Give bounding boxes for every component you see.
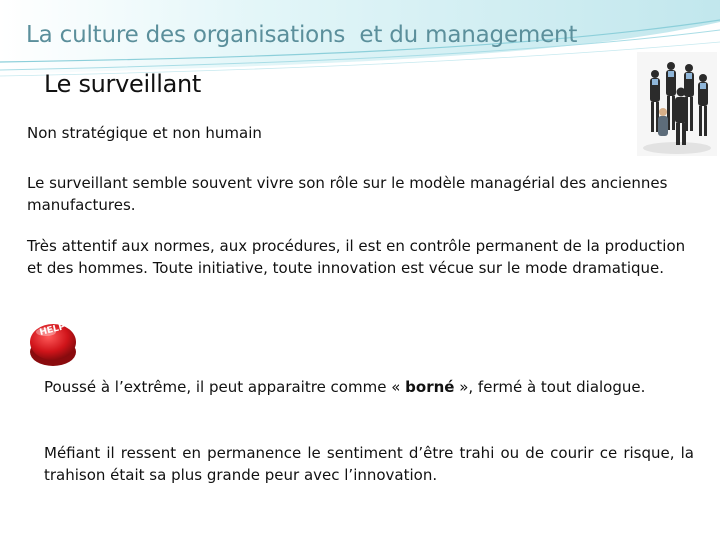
slide-subtitle: Le surveillant <box>44 70 202 98</box>
paragraph-2: Très attentif aux normes, aux procédures, il est en contrôle permanent de la production et des hommes. Toute initiative, toute innovation est vécue sur le mode dramatique. <box>27 237 686 277</box>
paragraph-1: Le surveillant semble souvent vivre son rôle sur le modèle managérial des anciennes manufactures. <box>27 174 668 214</box>
help-label: HELP <box>38 322 67 339</box>
paragraph-3-emphasis: borné <box>405 378 455 396</box>
business-people-circle-photo <box>637 52 717 156</box>
paragraph-4: Méfiant il ressent en permanence le sentiment d’être trahi ou de courir ce risque, la trahison était sa plus grande peur avec l’innovation. <box>44 444 694 484</box>
tagline: Non stratégique et non humain <box>27 124 262 142</box>
paragraph-3-before: Poussé à l’extrême, il peut apparaitre comme « <box>44 378 406 396</box>
paragraph-3-after: », fermé à tout dialogue. <box>454 378 646 396</box>
slide-title: La culture des organisations et du management <box>26 22 578 48</box>
help-button-icon <box>24 312 82 370</box>
paragraph-3 <box>44 376 694 398</box>
